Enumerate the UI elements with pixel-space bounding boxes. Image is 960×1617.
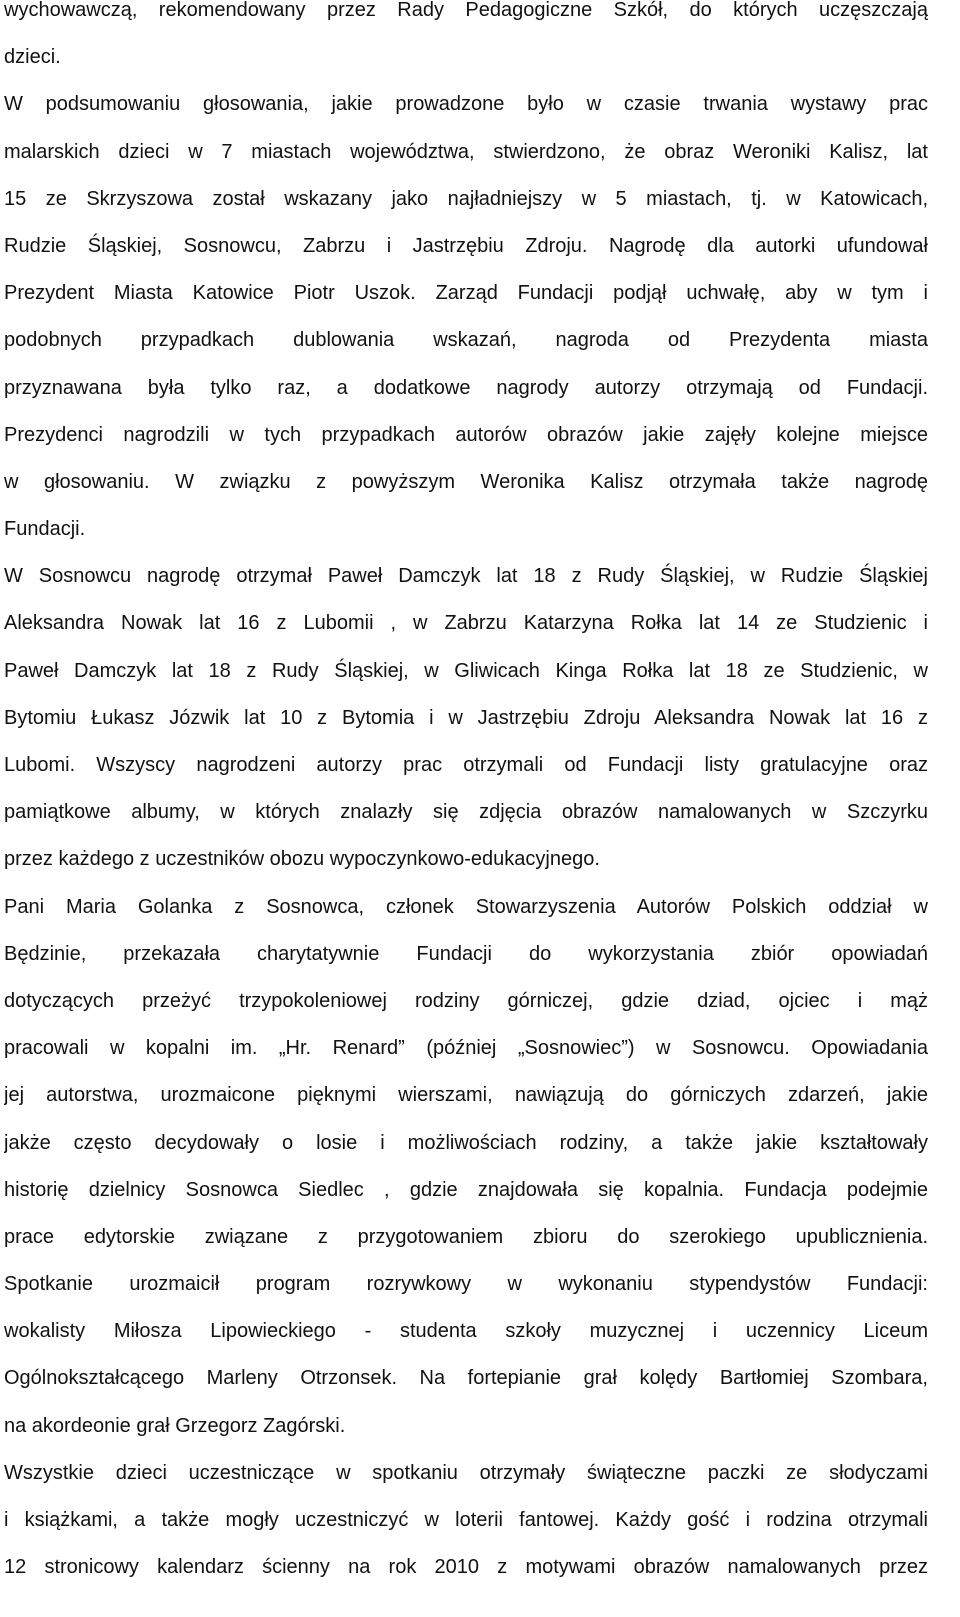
- text-line: Będzinie, przekazała charytatywnie Fundacji do wykorzystania zbiór opowiadań: [4, 942, 928, 965]
- text-line: pamiątkowe albumy, w których znalazły się zdjęcia obrazów namalowanych w Szczyrku: [4, 801, 928, 824]
- text-line: Rudzie Śląskiej, Sosnowcu, Zabrzu i Jastrzębiu Zdroju. Nagrodę dla autorki ufundował: [4, 234, 928, 257]
- text-line: jakże często decydowały o losie i możliwościach rodziny, a także jakie kształtowały: [4, 1131, 928, 1154]
- text-line: jej autorstwa, urozmaicone pięknymi wierszami, nawiązują do górniczych zdarzeń, jakie: [4, 1084, 928, 1107]
- text-line: pracowali w kopalni im. „Hr. Renard” (później „Sosnowiec”) w Sosnowcu. Opowiadania: [4, 1037, 928, 1060]
- text-line: przez każdego z uczestników obozu wypoczynkowo-edukacyjnego.: [4, 848, 600, 871]
- document-page: [4, 0, 928, 1591]
- text-line: Prezydenci nagrodzili w tych przypadkach autorów obrazów jakie zajęły kolejne miejsce: [4, 423, 928, 446]
- text-line: malarskich dzieci w 7 miastach województwa, stwierdzono, że obraz Weroniki Kalisz, lat: [4, 140, 928, 163]
- text-line: Lubomi. Wszyscy nagrodzeni autorzy prac otrzymali od Fundacji listy gratulacyjne oraz: [4, 754, 928, 776]
- text-line: Spotkanie urozmaicił program rozrywkowy w wykonaniu stypendystów Fundacji:: [4, 1273, 928, 1296]
- text-line: dzieci.: [4, 46, 61, 69]
- text-line: prace edytorskie związane z przygotowaniem zbioru do szerokiego upublicznienia.: [4, 1225, 928, 1248]
- text-line: Bytomiu Łukasz Józwik lat 10 z Bytomia i w Jastrzębiu Zdroju Aleksandra Nowak lat 16 z: [4, 706, 928, 729]
- text-line: podobnych przypadkach dublowania wskazań, nagroda od Prezydenta miasta: [4, 329, 928, 352]
- text-line: przyznawana była tylko raz, a dodatkowe nagrody autorzy otrzymają od Fundacji.: [4, 376, 928, 399]
- text-line: W podsumowaniu głosowania, jakie prowadzone było w czasie trwania wystawy prac: [4, 93, 928, 116]
- paragraph-2: [4, 81, 928, 553]
- text-line: i książkami, a także mogły uczestniczyć w loterii fantowej. Każdy gość i rodzina otrzymali: [4, 1509, 928, 1531]
- text-line: Pani Maria Golanka z Sosnowca, członek Stowarzyszenia Autorów Polskich oddział w: [4, 895, 928, 918]
- text-line: Aleksandra Nowak lat 16 z Lubomii , w Zabrzu Katarzyna Rołka lat 14 ze Studzienic i: [4, 612, 928, 635]
- paragraph-4: [4, 884, 928, 1450]
- text-line: dotyczących przeżyć trzypokoleniowej rodziny górniczej, gdzie dziad, ojciec i mąż: [4, 989, 928, 1012]
- text-line: wokalisty Miłosza Lipowieckiego - studenta szkoły muzycznej i uczennicy Liceum: [4, 1320, 928, 1343]
- text-line: Prezydent Miasta Katowice Piotr Uszok. Zarząd Fundacji podjął uchwałę, aby w tym i: [4, 282, 928, 305]
- text-line: 12 stronicowy kalendarz ścienny na rok 2010 z motywami obrazów namalowanych przez: [4, 1556, 928, 1579]
- text-line: historię dzielnicy Sosnowca Siedlec , gdzie znajdowała się kopalnia. Fundacja podejmie: [4, 1178, 928, 1201]
- text-line: 15 ze Skrzyszowa został wskazany jako najładniejszy w 5 miastach, tj. w Katowicach,: [4, 187, 928, 210]
- text-line: na akordeonie grał Grzegorz Zagórski.: [4, 1414, 346, 1437]
- text-line: W Sosnowcu nagrodę otrzymał Paweł Damczyk lat 18 z Rudy Śląskiej, w Rudzie Śląskiej: [4, 565, 928, 588]
- paragraph-1: [4, 0, 928, 81]
- text-line: Paweł Damczyk lat 18 z Rudy Śląskiej, w Gliwicach Kinga Rołka lat 18 ze Studzienic, w: [4, 659, 928, 682]
- text-line: w głosowaniu. W związku z powyższym Weronika Kalisz otrzymała także nagrodę: [4, 470, 928, 493]
- text-line: Wszystkie dzieci uczestniczące w spotkaniu otrzymały świąteczne paczki ze słodyczami: [4, 1461, 928, 1484]
- paragraph-3: [4, 553, 928, 883]
- text-line: wychowawczą, rekomendowany przez Rady Pedagogiczne Szkół, do których uczęszczają: [4, 0, 928, 21]
- text-line: Ogólnokształcącego Marleny Otrzonsek. Na fortepianie grał kolędy Bartłomiej Szombara,: [4, 1367, 928, 1390]
- text-line: Fundacji.: [4, 518, 86, 541]
- paragraph-5: [4, 1450, 928, 1592]
